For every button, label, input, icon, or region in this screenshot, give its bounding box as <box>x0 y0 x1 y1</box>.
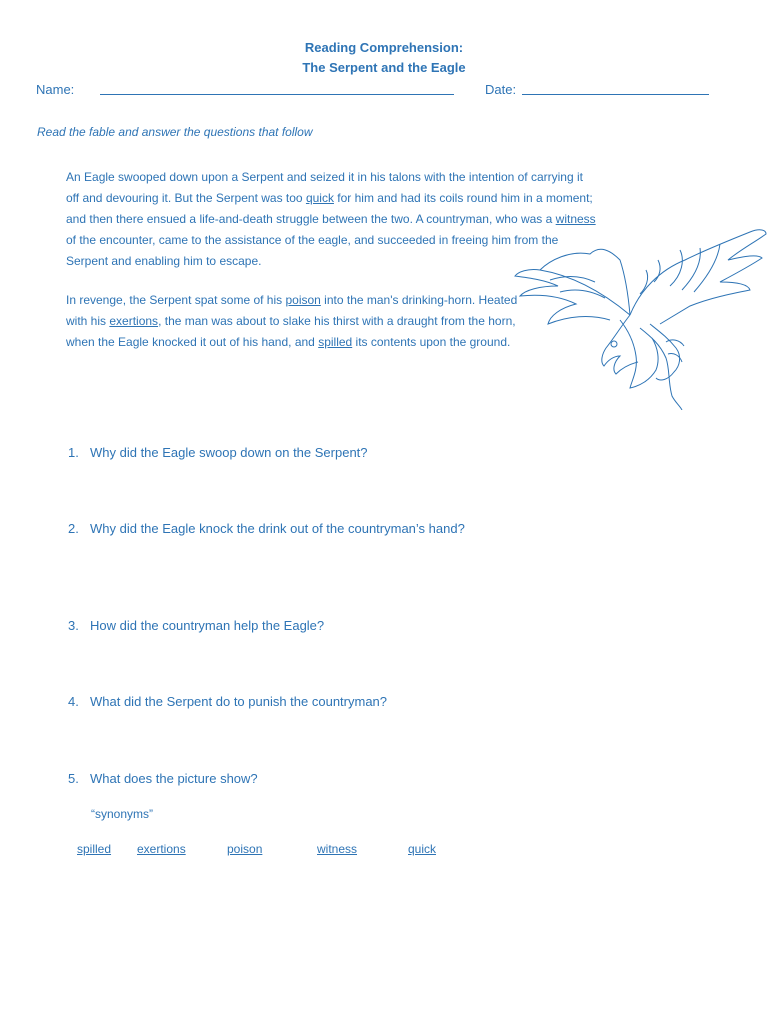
vocab-word-exertions: exertions <box>109 314 159 328</box>
question-2 <box>68 521 465 536</box>
synonym-word-quick: quick <box>408 842 437 856</box>
question-text: Why did the Eagle swoop down on the Serpent? <box>90 445 368 460</box>
question-text: What does the picture show? <box>90 771 258 786</box>
question-text: How did the countryman help the Eagle? <box>90 618 325 633</box>
question-number: 1. <box>68 445 79 460</box>
question-number: 3. <box>68 618 79 633</box>
eagle-and-serpent-illustration <box>510 220 768 410</box>
vocab-word-quick: quick <box>305 191 334 205</box>
vocab-word-witness: witness <box>555 212 596 226</box>
question-4 <box>68 694 387 709</box>
question-number: 2. <box>68 521 79 536</box>
synonym-word-spilled: spilled <box>77 842 112 856</box>
story-text: , the man was about to slake his thirst with a draught from the horn, when the Eagle knocked it out of his hand, and <box>66 314 516 349</box>
synonym-word-witness: witness <box>317 842 358 856</box>
title-line-2: The Serpent and the Eagle <box>302 60 466 75</box>
instruction-text: Read the fable and answer the questions that follow <box>37 125 313 139</box>
question-1 <box>68 445 368 460</box>
name-label: Name: <box>36 82 75 97</box>
vocab-word-spilled: spilled <box>318 335 353 349</box>
name-field-line[interactable] <box>100 94 454 95</box>
question-number: 4. <box>68 694 79 709</box>
title-block <box>0 38 768 78</box>
question-number: 5. <box>68 771 79 786</box>
question-5 <box>68 771 258 786</box>
story-text: into the man's drinking-horn. Heated with his <box>66 293 518 328</box>
story-text: for him and had its coils round him in a moment; and then there ensued a life-and-death struggle between the two. A countryman, who was a <box>66 191 593 226</box>
question-text: What did the Serpent do to punish the countryman? <box>90 694 388 709</box>
vocab-word-poison: poison <box>285 293 321 307</box>
question-3 <box>68 618 324 633</box>
story-text: of the encounter, came to the assistance of the eagle, and succeeded in freeing him from the Serpent and enabling him to escape. <box>66 233 559 268</box>
synonyms-label: “synonyms” <box>91 807 154 821</box>
synonym-word-exertions: exertions <box>137 842 186 856</box>
date-label: Date: <box>485 82 517 97</box>
synonym-word-poison: poison <box>227 842 263 856</box>
date-field-line[interactable] <box>522 94 709 95</box>
story-paragraph-2 <box>66 290 528 353</box>
title-line-1: Reading Comprehension: <box>304 40 464 55</box>
story-text: In revenge, the Serpent spat some of his <box>66 293 286 307</box>
story-text: An Eagle swooped down upon a Serpent and seized it in his talons with the intention of carrying it off and devouring it. But the Serpent was too <box>66 170 583 205</box>
question-text: Why did the Eagle knock the drink out of the countryman’s hand? <box>90 521 465 536</box>
story-text: its contents upon the ground. <box>352 335 511 349</box>
